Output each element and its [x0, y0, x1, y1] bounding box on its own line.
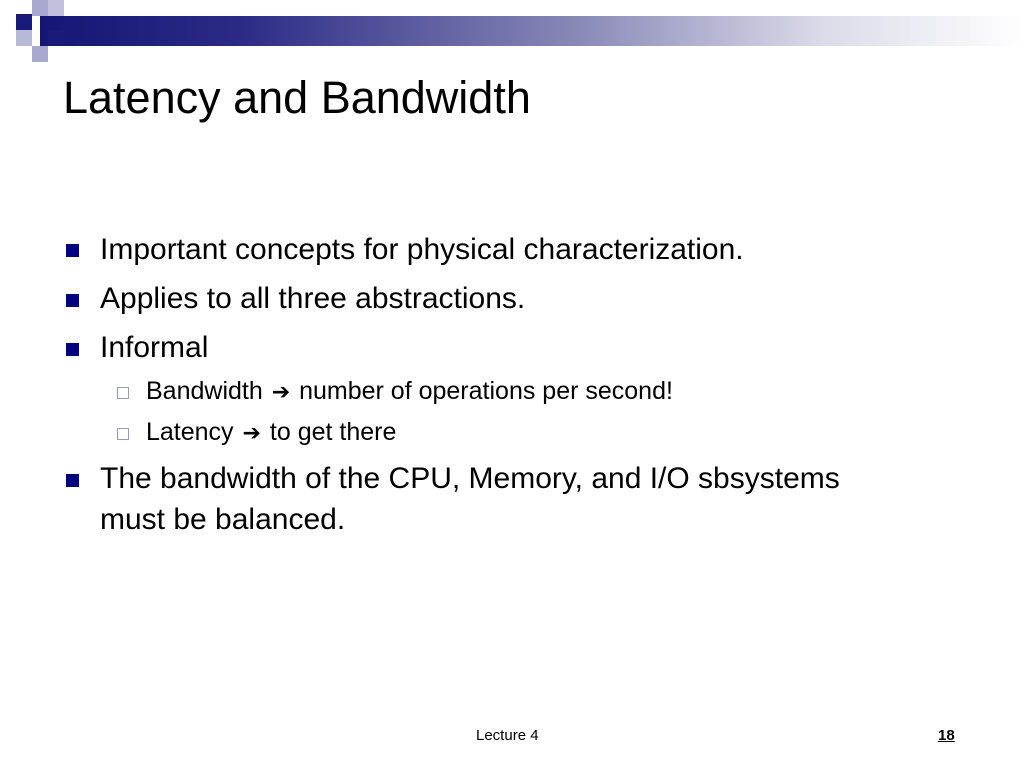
square-bullet-icon [66, 343, 79, 356]
hollow-square-bullet-icon [117, 387, 129, 399]
sub-bullet-text [146, 374, 673, 410]
sub-bullet-text [146, 415, 396, 451]
square-bullet-icon [66, 244, 79, 257]
sub-bullet-definition: number of operations per second! [299, 377, 673, 405]
bullet-text-line2: must be balanced. [100, 503, 346, 536]
sub-bullet-term: Bandwidth [146, 377, 263, 405]
sub-bullet-definition: to get there [269, 418, 397, 446]
right-arrow-icon: ➔ [242, 421, 261, 446]
footer-lecture-label: Lecture 4 [476, 727, 539, 744]
sub-bullet-term: Latency [146, 418, 234, 446]
square-bullet-icon [66, 474, 79, 487]
hollow-square-bullet-icon [117, 428, 129, 440]
slide-title: Latency and Bandwidth [63, 72, 531, 123]
square-bullet-icon [66, 294, 79, 307]
page-number: 18 [938, 727, 955, 744]
right-arrow-icon: ➔ [271, 380, 291, 405]
bullet-text: Important concepts for physical characterization. [100, 233, 744, 266]
bullet-text-line1: The bandwidth of the CPU, Memory, and I/O sbsystems [100, 462, 840, 495]
bullet-text: Informal [100, 331, 209, 364]
bullet-text: Applies to all three abstractions. [100, 282, 526, 315]
